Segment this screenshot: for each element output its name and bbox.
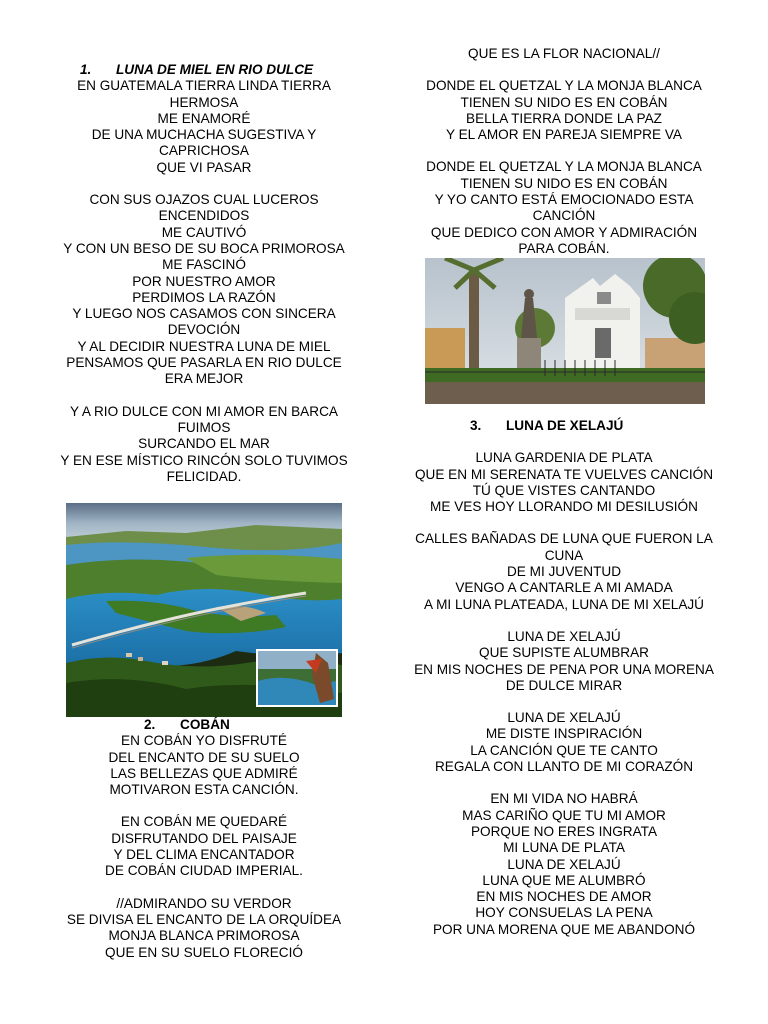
song-1-lyric-line: Y A RIO DULCE CON MI AMOR EN BARCA FUIMOS [70,403,338,435]
song-2-lyric-line: //ADMIRANDO SU VERDOR [116,895,292,911]
song-3-lyric-line: VENGO A CANTARLE A MI AMADA [455,580,673,596]
song-1-title: LUNA DE MIEL EN RIO DULCE [116,62,314,77]
song-2-lyric-line: MONJA BLANCA PRIMOROSA [108,928,300,944]
song-3-lyric-line: POR UNA MORENA QUE ME ABANDONÓ [432,921,696,937]
song-3-lyric-line: EN MI VIDA NO HABRÁ [490,791,638,807]
song-2-lyric-line: Y YO CANTO ESTÁ EMOCIONADO ESTA CANCIÓN [434,192,694,224]
song-2-lyric-line: DEL ENCANTO DE SU SUELO [108,749,300,765]
song-3-lyric-line: ME VES HOY LLORANDO MI DESILUSIÓN [430,499,698,515]
song-1-lyric-line: DE UNA MUCHACHA SUGESTIVA Y CAPRICHOSA [91,127,317,159]
song-3-lyric-line: LUNA QUE ME ALUMBRÓ [482,872,646,888]
song-2-lyric-line: DISFRUTANDO DEL PAISAJE [111,830,297,846]
song-2-number: 2. [144,717,156,732]
song-1-lyric-line: PERDIMOS LA RAZÓN [132,289,276,305]
left-column-lower [54,717,354,961]
song-2-lyric-line: BELLA TIERRA DONDE LA PAZ [466,110,662,126]
song-1-lyric-line: Y CON UN BESO DE SU BOCA PRIMOROSA [63,240,345,256]
song-1-heading [54,62,354,78]
song-1-stanza [54,192,354,388]
song-2-stanza [405,46,723,62]
right-column [405,46,723,257]
song-2-stanza [54,896,354,961]
song-3-lyric-line: LUNA DE XELAJÚ [507,710,621,726]
song-3-lyric-line: A MI LUNA PLATEADA, LUNA DE MI XELAJÚ [423,596,705,612]
song-2-lyric-line: LAS BELLEZAS QUE ADMIRÉ [110,765,298,781]
rio-dulce-photo [66,503,342,717]
song-1-lyric-line: QUE VI PASAR [156,159,252,175]
song-3-lyric-line: LUNA DE XELAJÚ [507,856,621,872]
song-2-lyric-line: SE DIVISA EL ENCANTO DE LA ORQUÍDEA [66,911,342,927]
song-3-heading [405,418,723,434]
song-3-number: 3. [470,418,482,433]
song-2-lyric-line: TIENEN SU NIDO ES EN COBÁN [460,175,668,191]
song-1-lyric-line: EN GUATEMALA TIERRA LINDA TIERRA HERMOSA [77,78,331,110]
song-1-lyric-line: CON SUS OJAZOS CUAL LUCEROS ENCENDIDOS [89,192,319,224]
song-3-lyric-line: PORQUE NO ERES INGRATA [470,823,658,839]
song-3-lyric-line: MI LUNA DE PLATA [503,840,625,856]
song-2-lyric-line: EN COBÁN ME QUEDARÉ [120,814,288,830]
song-1-stanza [54,404,354,485]
song-2-lyric-line: QUE DEDICO CON AMOR Y ADMIRACIÓN [430,224,698,240]
song-2-lyric-line: Y EL AMOR EN PAREJA SIEMPRE VA [446,127,682,143]
left-column [54,62,354,485]
song-3-lyric-line: DE MI JUVENTUD [506,564,622,580]
song-3-lyric-line: LUNA GARDENIA DE PLATA [475,450,653,466]
song-1-lyric-line: Y EN ESE MÍSTICO RINCÓN SOLO TUVIMOS FELICIDAD. [60,452,348,484]
song-3-stanza [405,629,723,694]
song-2-stanza [54,733,354,798]
song-3-lyric-line: LUNA DE XELAJÚ [507,628,621,644]
song-2-heading [54,717,354,733]
song-1-number: 1. [80,62,92,77]
song-2-lyric-line: TIENEN SU NIDO ES EN COBÁN [460,94,668,110]
song-1-lyric-line: ME CAUTIVÓ [161,224,247,240]
song-1-lyric-line: Y AL DECIDIR NUESTRA LUNA DE MIEL [77,338,331,354]
song-3-title: LUNA DE XELAJÚ [506,418,624,433]
song-2-stanza [405,78,723,143]
song-1-stanza [54,78,354,176]
coban-photo [425,258,705,404]
song-1-lyric-line: Y LUEGO NOS CASAMOS CON SINCERA DEVOCIÓN [72,306,336,338]
song-3-lyric-line: MAS CARIÑO QUE TU MI AMOR [462,807,666,823]
song-3-lyric-line: QUE EN MI SERENATA TE VUELVES CANCIÓN [414,466,714,482]
song-2-lyric-line: DONDE EL QUETZAL Y LA MONJA BLANCA [426,159,702,175]
song-2-stanza [54,814,354,879]
song-2-title: COBÁN [180,717,230,732]
song-1-lyric-line: ME ENAMORÉ [157,110,251,126]
song-2-lyric-line: MOTIVARON ESTA CANCIÓN. [109,782,299,798]
song-3-lyric-line: CALLES BAÑADAS DE LUNA QUE FUERON LA CUNA [415,531,713,563]
song-2-lyric-line: PARA COBÁN. [518,240,610,256]
song-3-stanza [405,791,723,938]
song-3-lyric-line: DE DULCE MIRAR [505,677,623,693]
song-3-lyric-line: LA CANCIÓN QUE TE CANTO [470,742,658,758]
song-2-stanza [405,159,723,257]
song-3-stanza [405,710,723,775]
right-column-lower [405,418,723,938]
song-1-lyric-line: SURCANDO EL MAR [138,436,270,452]
song-2-lyric-line: Y DEL CLIMA ENCANTADOR [113,847,295,863]
song-3-lyric-line: REGALA CON LLANTO DE MI CORAZÓN [434,759,694,775]
song-1-lyric-line: ME FASCINÓ [162,257,246,273]
song-2-lyric-line: DE COBÁN CIUDAD IMPERIAL. [105,863,303,879]
song-1-lyric-line: POR NUESTRO AMOR [132,273,276,289]
song-2-lyrics-continued [405,46,723,257]
song-2-lyrics [54,733,354,961]
song-3-lyric-line: ME DISTE INSPIRACIÓN [485,726,643,742]
song-2-lyric-line: EN COBÁN YO DISFRUTÉ [121,733,287,749]
song-2-lyric-line: QUE ES LA FLOR NACIONAL// [468,46,660,61]
song-3-lyric-line: EN MIS NOCHES DE PENA POR UNA MORENA [414,661,714,677]
song-3-lyric-line: TÚ QUE VISTES CANTANDO [472,482,656,498]
song-1-lyric-line: PENSAMOS QUE PASARLA EN RIO DULCE ERA MEJOR [66,355,342,387]
song-3-stanza [405,450,723,515]
song-3-lyric-line: HOY CONSUELAS LA PENA [475,905,653,921]
song-1-lyrics [54,78,354,485]
song-2-lyric-line: DONDE EL QUETZAL Y LA MONJA BLANCA [426,78,702,94]
song-3-stanza [405,531,723,612]
song-2-lyric-line: QUE EN SU SUELO FLORECIÓ [105,944,303,960]
song-3-lyric-line: QUE SUPISTE ALUMBRAR [479,645,649,661]
song-3-lyrics [405,450,723,938]
song-3-lyric-line: EN MIS NOCHES DE AMOR [476,889,652,905]
